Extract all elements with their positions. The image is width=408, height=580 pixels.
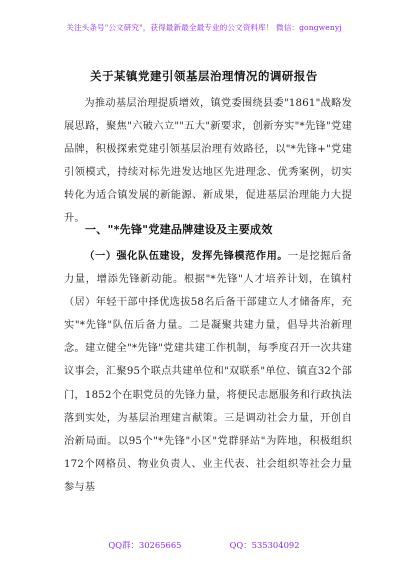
intro-paragraph: 为推动基层治理提质增效，镇党委围绕县委"1861"战略发展思路，聚焦"六破六立""五大"新要求，创新夯实"*先锋"党建品牌，积极探索党建引领基层治理有效路径，以"*先锋+"党建引领模式，持续对标先进发达地区先进理念、优秀案例，切实转化为适合镇发展的新能源、新成果，促进基层治理能力大提升。: [64, 98, 352, 225]
subsection-paragraph: [64, 245, 352, 499]
section-heading: 一、"*先锋"党建品牌建设及主要成效: [85, 223, 273, 236]
qq-number: QQ：535304092: [229, 540, 300, 550]
footer-contact: [0, 539, 408, 551]
subsection-heading: （一）强化队伍建设，发挥先锋模范作用。: [84, 250, 289, 262]
promo-banner: 关注头条号"公文研究"，获得最新最全最专业的公文资料库！ 微信：gongwenyj: [66, 23, 342, 32]
qq-group-number: QQ群：30265665: [108, 540, 182, 550]
document-title: 关于某镇党建引领基层治理情况的调研报告: [90, 69, 318, 83]
subsection-body: 一是挖掘后备力量，增添先锋新动能。根据"*先锋"人才培养计划，在镇村（居）年轻干部中择优选拔58名后备干部建立人才储备库，充实"*先锋"队伍后备力量。二是凝聚共建力量，倡导共治新理念。建立健全"*先锋"党建共建工作机制，每季度召开一次共建议事会，汇聚95个联点共建单位和"双联系"单位、镇直32个部门，1852个在职党员的先锋力量，将便民志愿服务和行政执法落到实处，为基层治理建言献策。三是调动社会力量，开创自治新局面。以95个"*先锋"小区"党群驿站"为阵地，积极组织172个网格员、物业负责人、业主代表、社会组织等社会力量参与基: [64, 251, 352, 493]
